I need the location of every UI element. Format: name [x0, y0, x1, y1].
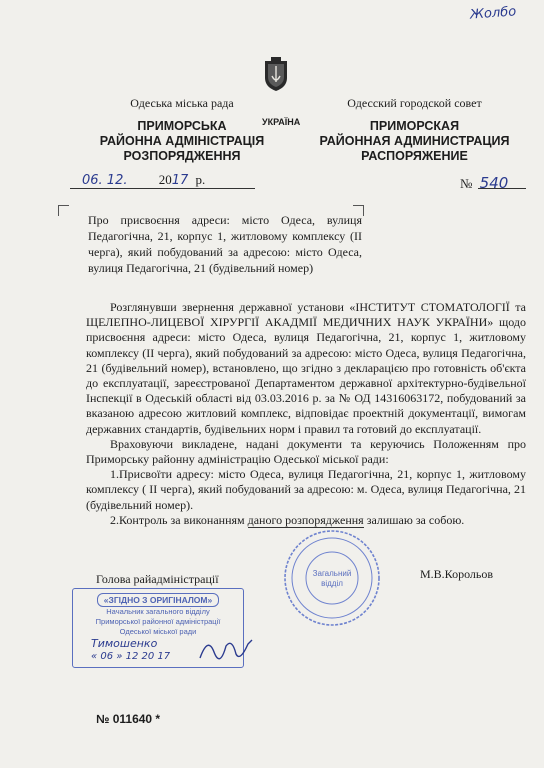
- stamp-title: «ЗГІДНО З ОРИГІНАЛОМ»: [97, 593, 219, 607]
- admin-line2-ua: РАЙОННА АДМІНІСТРАЦІЯ: [99, 134, 265, 148]
- stamp-signer: Тимошенко: [91, 637, 158, 650]
- handwritten-signature: [196, 632, 256, 668]
- admin-line1-ru: ПРИМОРСКАЯ: [369, 119, 460, 133]
- date-year-suffix: 17: [171, 173, 189, 188]
- official-seal: [282, 528, 382, 628]
- paragraph-4-c: залишаю за собою.: [363, 512, 465, 527]
- doc-type-ua: РОЗПОРЯДЖЕННЯ: [123, 149, 241, 163]
- signatory-name: М.В.Корольов: [420, 567, 494, 581]
- document-date: [82, 172, 205, 188]
- paragraph-4-b: даного розпорядження: [247, 512, 364, 527]
- document-serial-number: № 011640 *: [96, 712, 161, 726]
- document-number: [460, 174, 508, 192]
- paragraph-3: 1.Присвоїти адресу: місто Одеса, вулиця Педагогічна, 21, корпус 1, житловому комплексу ( II черга), який побудований за адресою: м. Одеса, вулиця Педагогічна, 21 (будівельний номер).: [86, 467, 526, 512]
- admin-line2-ru: РАЙОННАЯ АДМИНИСТРАЦИЯ: [319, 134, 510, 148]
- paragraph-2: Враховуючи викладене, надані документи та керуючись Положенням про Приморську районну адміністрацію Одеської міської ради:: [86, 436, 526, 467]
- city-council-ua: Одеська міська рада: [130, 96, 234, 110]
- header-right: [312, 96, 517, 164]
- header-left: [92, 96, 272, 164]
- number-value: 540: [479, 174, 509, 192]
- coat-of-arms-icon: [262, 56, 290, 92]
- number-label: №: [460, 176, 473, 191]
- stamp-line-2: Приморської районної адміністрації: [95, 617, 221, 626]
- paragraph-1: Розглянувши звернення державної установи «ІНСТИТУТ СТОМАТОЛОГІЇ та ЩЕЛЕПНО-ЛИЦЕВОЇ ХІРУРГІЇ АКАДМІЇ МЕДИЧНИХ НАУК УКРАЇНИ» щодо присвоєння адреси: місто Одеса, вулиця Педагогічна, 21, корпус 1, житловому комплексу (II черга), який побудований за адресою: місто Одеса, вулиця Педагогічна, 21 (будівельний номер), встановлено, що згідно з декларацією про готовність об'єкта до експлуатації, зареєстрованої Департаментом державної архітектурно-будівельної Інспекції в Одеській області від 03.03.2016 р. за № ОД 14316063172, побудований за вказаною адресою житловий комплекс, відповідає проектній документації, вимогам державних стандартів, будівельних норм і правил та готовий до експлуатації.: [86, 300, 526, 436]
- city-council-ru: Одесский городской совет: [347, 96, 482, 110]
- subject-bracket-left: [58, 205, 69, 216]
- date-year-prefix: 20: [158, 172, 172, 187]
- country-label: УКРАЇНА: [262, 117, 301, 127]
- seal-center-text-1: Загальний: [312, 569, 352, 578]
- paragraph-4-a: 2.Контроль за виконанням: [110, 512, 245, 527]
- date-suffix: р.: [195, 172, 206, 187]
- admin-line1-ua: ПРИМОРСЬКА: [137, 119, 227, 133]
- doc-type-ru: РАСПОРЯЖЕНИЕ: [361, 149, 468, 163]
- date-day-month: 06. 12.: [82, 173, 128, 188]
- document-body: [86, 300, 526, 528]
- stamp-line-3: Одеської міської ради: [119, 627, 197, 636]
- stamp-line-1: Начальник загального відділу: [106, 607, 210, 616]
- signatory-post: Голова райадміністрації: [96, 572, 219, 586]
- stamp-date: « 06 » 12 20 17: [91, 651, 171, 662]
- corner-handwritten-note: Жолбо: [469, 4, 517, 23]
- subject-text: Про присвоєння адреси: місто Одеса, вулиця Педагогічна, 21, корпус 1, житловому комплексу (II черга), який побудований за адресою: місто Одеса, вулиця Педагогічна, 21 (будівельний номер): [88, 213, 362, 275]
- paragraph-4: [86, 513, 526, 528]
- seal-center-text-2: відділ: [321, 579, 343, 588]
